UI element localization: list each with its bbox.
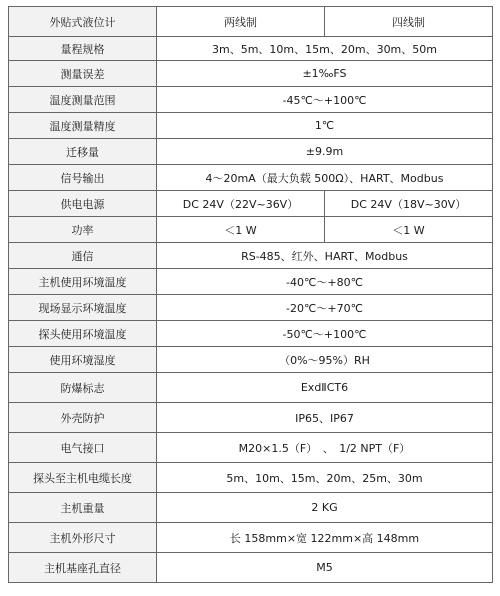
row-label: 探头使用环境温度 [9, 321, 157, 347]
spec-table [8, 6, 493, 583]
table-row [9, 373, 493, 403]
row-label: 主机重量 [9, 493, 157, 523]
row-label: 温度测量范围 [9, 87, 157, 113]
table-row [9, 553, 493, 583]
row-value: IP65、IP67 [157, 403, 493, 433]
row-label: 测量误差 [9, 61, 157, 87]
table-row [9, 403, 493, 433]
table-row [9, 113, 493, 139]
row-value-four-wire: DC 24V（18V~30V） [325, 191, 493, 217]
row-value: 3m、5m、10m、15m、20m、30m、50m [157, 37, 493, 61]
row-value: 1℃ [157, 113, 493, 139]
table-row [9, 87, 493, 113]
row-value: 4～20mA（最大负载 500Ω）、HART、Modbus [157, 165, 493, 191]
table-row [9, 243, 493, 269]
row-value-two-wire: ＜1 W [157, 217, 325, 243]
row-value: -50℃～+100℃ [157, 321, 493, 347]
table-row [9, 139, 493, 165]
row-value: RS-485、红外、HART、Modbus [157, 243, 493, 269]
row-value: -20℃～+70℃ [157, 295, 493, 321]
row-value: -40℃～+80℃ [157, 269, 493, 295]
row-label: 主机基座孔直径 [9, 553, 157, 583]
row-value: 长 158mm×宽 122mm×高 148mm [157, 523, 493, 553]
row-value: M20×1.5（F） 、 1/2 NPT（F） [157, 433, 493, 463]
table-row [9, 37, 493, 61]
table-row [9, 433, 493, 463]
table-row [9, 217, 493, 243]
row-label: 主机外形尺寸 [9, 523, 157, 553]
header-two-wire: 两线制 [157, 7, 325, 37]
row-value: ±1‰FS [157, 61, 493, 87]
row-label: 电气接口 [9, 433, 157, 463]
row-value: M5 [157, 553, 493, 583]
row-label: 使用环境湿度 [9, 347, 157, 373]
row-value: 5m、10m、15m、20m、25m、30m [157, 463, 493, 493]
row-value: （0%～95%）RH [157, 347, 493, 373]
row-label: 外壳防护 [9, 403, 157, 433]
row-value: -45℃～+100℃ [157, 87, 493, 113]
table-row [9, 191, 493, 217]
row-label: 供电电源 [9, 191, 157, 217]
table-row [9, 321, 493, 347]
row-label: 通信 [9, 243, 157, 269]
spec-sheet [8, 6, 492, 583]
row-label: 探头至主机电缆长度 [9, 463, 157, 493]
table-row [9, 165, 493, 191]
row-label: 防爆标志 [9, 373, 157, 403]
table-row [9, 347, 493, 373]
row-value: 2 KG [157, 493, 493, 523]
header-four-wire: 四线制 [325, 7, 493, 37]
row-label: 温度测量精度 [9, 113, 157, 139]
table-row [9, 493, 493, 523]
row-label: 主机使用环境温度 [9, 269, 157, 295]
row-label: 信号输出 [9, 165, 157, 191]
row-label: 功率 [9, 217, 157, 243]
table-row [9, 523, 493, 553]
table-row [9, 463, 493, 493]
row-label: 迁移量 [9, 139, 157, 165]
row-label: 量程规格 [9, 37, 157, 61]
row-value: ExdⅡCT6 [157, 373, 493, 403]
row-label: 现场显示环境温度 [9, 295, 157, 321]
table-row [9, 61, 493, 87]
table-row [9, 269, 493, 295]
header-row [9, 7, 493, 37]
header-label: 外贴式液位计 [9, 7, 157, 37]
row-value-two-wire: DC 24V（22V~36V） [157, 191, 325, 217]
row-value-four-wire: ＜1 W [325, 217, 493, 243]
row-value: ±9.9m [157, 139, 493, 165]
table-row [9, 295, 493, 321]
